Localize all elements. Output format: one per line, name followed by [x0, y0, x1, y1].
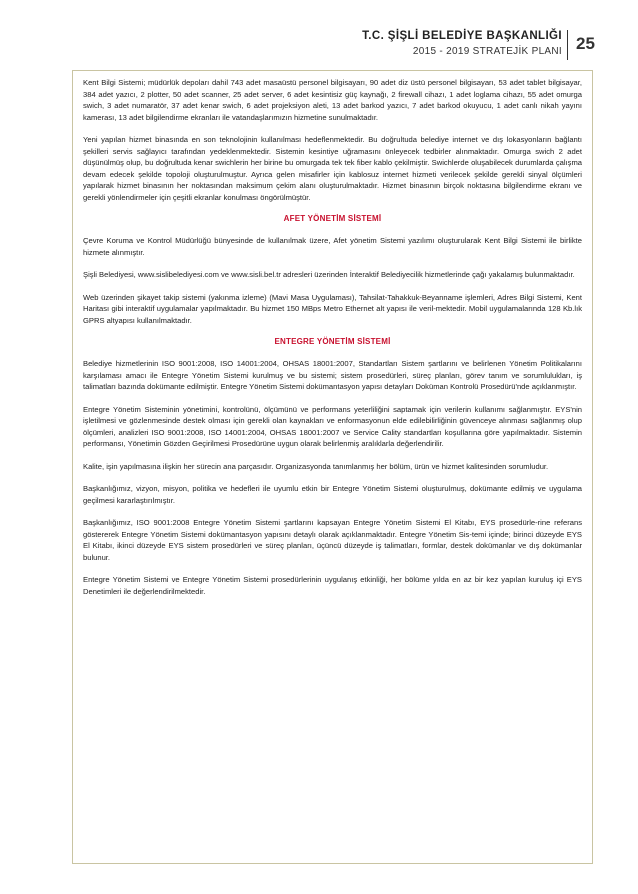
entegre-paragraph-4: Başkanlığımız, vizyon, misyon, politika ve hedefleri ile uyumlu etkin bir Entegre Yönetim Sistemi oluşturulmuş, dokümante edilmiş ve uygulama geçilmesi kararlaştırılmıştır. [83, 484, 582, 505]
header-title: T.C. ŞİŞLİ BELEDİYE BAŞKANLIĞI [362, 30, 562, 42]
entegre-paragraph-6: Entegre Yönetim Sistemi ve Entegre Yönetim Sistemi prosedürlerinin uygulanış etkinliği, her bölüme yılda en az bir kez yapılan kuruluş içi EYS Denetimleri ile değerlendirilmektedir. [83, 575, 582, 596]
section-heading-entegre: ENTEGRE YÖNETİM SİSTEMİ [274, 337, 391, 346]
entegre-paragraph-1: Belediye hizmetlerinin ISO 9001:2008, ISO 14001:2004, OHSAS 18001:2007, Standartları Sistem şartlarını ve belirlenen Yönetim Politikalarını karşılaması amacı ile Entegre Yönetim Sistemi kurulmuş ve bu sistemi; sistem prosedürleri, süreç planları, görev tanım ve sorumlulukları, iş talimatları bazında dokümante edilmiştir. Entegre Yönetim Sistemi dokümantasyon yapısı detayları Doküman Kontrolü Prosedürü'nde açıklanmıştır. [83, 359, 582, 391]
afet-paragraph-3: Web üzerinden şikayet takip sistemi (yakınma izleme) (Mavi Masa Uygulaması), Tahsilat-Tahakkuk-Beyanname işlemleri, Adres Bilgi Sistemi, Kent Haritası gibi interaktif uygulamalar yapılmaktadır. Bu hizmet 150 MBps Metro Ethernet alt yapısı ile veril-mektedir. Mobil uygulamalarında 128 Kb.lık GPRS altyapısı kullanılmaktadır. [83, 292, 582, 325]
header-subtitle: 2015 - 2019 STRATEJİK PLANI [412, 46, 562, 57]
page-number: 25 [576, 34, 595, 53]
entegre-paragraph-2: Entegre Yönetim Sisteminin yönetimini, kontrolünü, ölçümünü ve performans yeterliliğini saptamak için verilerin kullanımı sağlanmıştır. EYS'nin işletilmesi ve gözlenmesinde destek olması için gerekli olan kaynakları ve enformasyonun elde edilebilirliğinin güvenceye alınması sağlanmış olup ölçümleri, analizleri ISO 9001:2008, ISO 14001:2004, OHSAS 18001:2007 ve Service Cality standartları koşullarına göre yapılmaktadır. Sistemin performansı, Yönetimin Gözden Geçirilmesi Prosedürüne uygun olarak belirlenmiş aralıklarla değerlendirilir. [83, 404, 582, 448]
afet-paragraph-1: Çevre Koruma ve Kontrol Müdürlüğü bünyesinde de kullanılmak üzere, Afet yönetim Sistemi yazılımı oluşturularak Kent Bilgi Sistemi ile birlikte hizmete alınmıştır. [83, 236, 582, 257]
section-heading-afet: AFET YÖNETİM SİSTEMİ [283, 214, 382, 223]
intro-paragraph-2: Yeni yapılan hizmet binasında en son teknolojinin kullanılması hedeflenmektedir. Bu doğrultuda belediye internet ve dış lokasyonların bağlantı şekilleri servis sağlayıcı tarafından yedeklenmektedir. Sistemin kesintiye uğramasını önleyecek tedbirler alınmaktadır. Omurga swich 2 adet düşünülmüş olup, bu doğrultuda kenar swichlerin her birine bu omurgada tek tek fiber kablo çekilmiştir. Swichlerde oluşabilecek durumlarda çalışma devam edecek şekilde topoloji oluşturulmuştur. Ayrıca gelen misafirler için kablosuz internet hizmeti verilecek şekilde gerekli sinyal ölçümleri yapılarak hizmet binasının her noktasından maksimum çekim alanı oluşturulmaktadır. Hizmet binasının birçok noktasına bilgilendirme ekranı ve gerekli yönlendirmeler için çeşitli ekranlar konulması öngörülmüştür. [83, 135, 582, 202]
content-box [72, 70, 593, 864]
entegre-paragraph-5: Başkanlığımız, ISO 9001:2008 Entegre Yönetim Sistemi şartlarını kapsayan Entegre Yönetim Sistemi El Kitabı, EYS prosedürle-rine referans göstererek Entegre Yönetim Sistemi dokümantasyon yapısını detaylı olarak açıklanmaktadır. Entegre Yönetim Sis-temi içinde; birinci düzeyde EYS El Kitabı, ikinci düzeyde EYS sistem prosedürleri ve süreç planları, üçüncü düzeyde iş talimatları, formlar, destek dokümanlar ve dış dokümanlar bulunur. [83, 518, 582, 562]
afet-paragraph-2: Şişli Belediyesi, www.sislibelediyesi.com ve www.sisli.bel.tr adresleri üzerinden İnteraktif Belediyecilik hizmetlerinde çağı yakalamış bulunmaktadır. [83, 270, 575, 279]
header-divider [567, 30, 568, 60]
intro-paragraph-1: Kent Bilgi Sistemi; müdürlük depoları dahil 743 adet masaüstü personel bilgisayarı, 90 adet diz üstü personel bilgisayarı, 53 adet tablet bilgisayar, 384 adet yazıcı, 2 plotter, 50 adet scanner, 25 adet server, 6 adet kesintisiz güç kaynağı, 2 firewall cihazı, 1 adet loglama cihazı, 55 adet omurga swich, 3 adet numaratör, 37 adet kenar swich, 6 adet projeksiyon aleti, 13 adet barkod yazıcı, 7 adet barkod okuyucu, 1 adet canlı nikah yayını kamerası, 13 adet bilgilendirme ekranları ile vatandaşlarımızın hizmetine sunulmaktadır. [83, 78, 582, 122]
page-header [0, 30, 638, 64]
entegre-paragraph-3: Kalite, işin yapılmasına ilişkin her sürecin ana parçasıdır. Organizasyonda tanımlanmış her bölüm, ürün ve hizmet kalitesinden sorumludur. [83, 461, 549, 471]
